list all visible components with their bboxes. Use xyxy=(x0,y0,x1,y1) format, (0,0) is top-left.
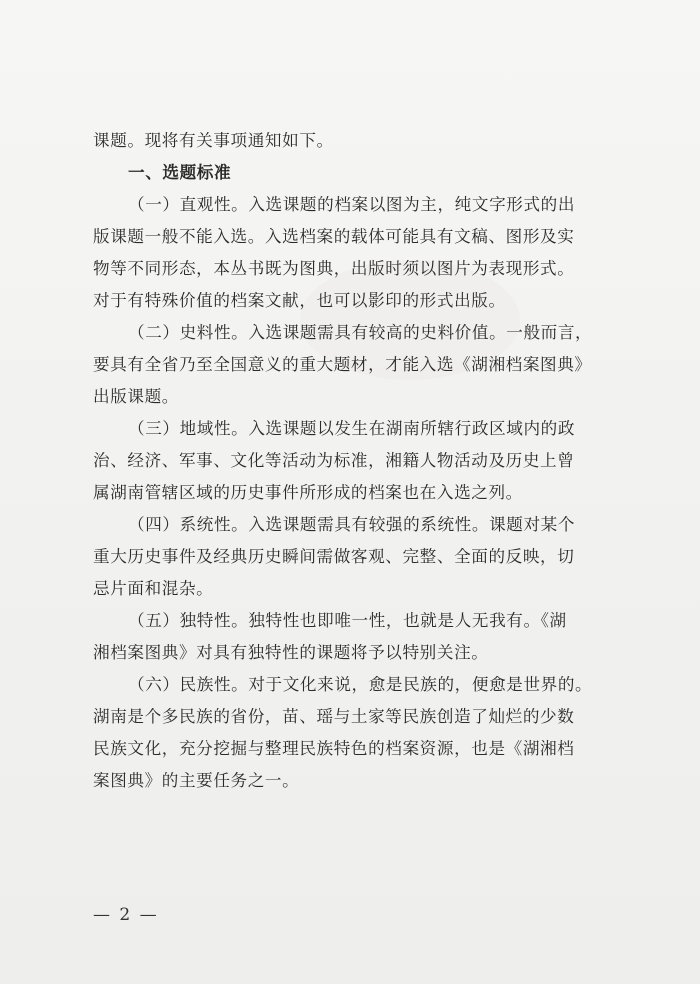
paragraph-4-line-2: 重大历史事件及经典历史瞬间需做客观、完整、全面的反映，切 xyxy=(93,547,575,566)
paragraph-6-line-4: 案图典》的主要任务之一。 xyxy=(93,771,300,790)
paragraph-2-line-1: （二）史料性。入选课题需具有较高的史料价值。一般而言， xyxy=(128,323,593,342)
paragraph-6-line-3: 民族文化，充分挖掘与整理民族特色的档案资源，也是《湖湘档 xyxy=(93,739,575,758)
paragraph-6-line-1: （六）民族性。对于文化来说，愈是民族的，便愈是世界的。 xyxy=(128,675,593,694)
section-heading: 一、选题标准 xyxy=(128,163,232,182)
body-line: 课题。现将有关事项通知如下。 xyxy=(93,131,334,150)
paragraph-2-line-2: 要具有全省乃至全国意义的重大题材，才能入选《湖湘档案图典》 xyxy=(93,355,592,374)
paragraph-3-line-1: （三）地域性。入选课题以发生在湖南所辖行政区域内的政 xyxy=(128,419,576,438)
paragraph-4-line-1: （四）系统性。入选课题需具有较强的系统性。课题对某个 xyxy=(128,515,576,534)
paragraph-3-line-3: 属湖南管辖区域的历史事件所形成的档案也在入选之列。 xyxy=(93,483,523,502)
paragraph-1-line-1: （一）直观性。入选课题的档案以图为主，纯文字形式的出 xyxy=(128,195,576,214)
paragraph-2-line-3: 出版课题。 xyxy=(93,387,179,406)
paragraph-1-line-3: 物等不同形态，本丛书既为图典，出版时须以图片为表现形式。 xyxy=(93,259,575,278)
paragraph-1-line-2: 版课题一般不能入选。入选档案的载体可能具有文稿、图形及实 xyxy=(93,227,575,246)
paragraph-5-line-2: 湘档案图典》对具有独特性的课题将予以特别关注。 xyxy=(93,643,489,662)
paragraph-4-line-3: 忌片面和混杂。 xyxy=(93,579,214,598)
document-body xyxy=(93,125,623,797)
paragraph-3-line-2: 治、经济、军事、文化等活动为标准，湘籍人物活动及历史上曾 xyxy=(93,451,575,470)
page-number: — 2 — xyxy=(93,905,159,925)
paragraph-6-line-2: 湖南是个多民族的省份，苗、瑶与土家等民族创造了灿烂的少数 xyxy=(93,707,575,726)
paragraph-1-line-4: 对于有特殊价值的档案文献，也可以影印的形式出版。 xyxy=(93,291,506,310)
paragraph-5-line-1: （五）独特性。独特性也即唯一性，也就是人无我有。《湖 xyxy=(128,611,567,630)
